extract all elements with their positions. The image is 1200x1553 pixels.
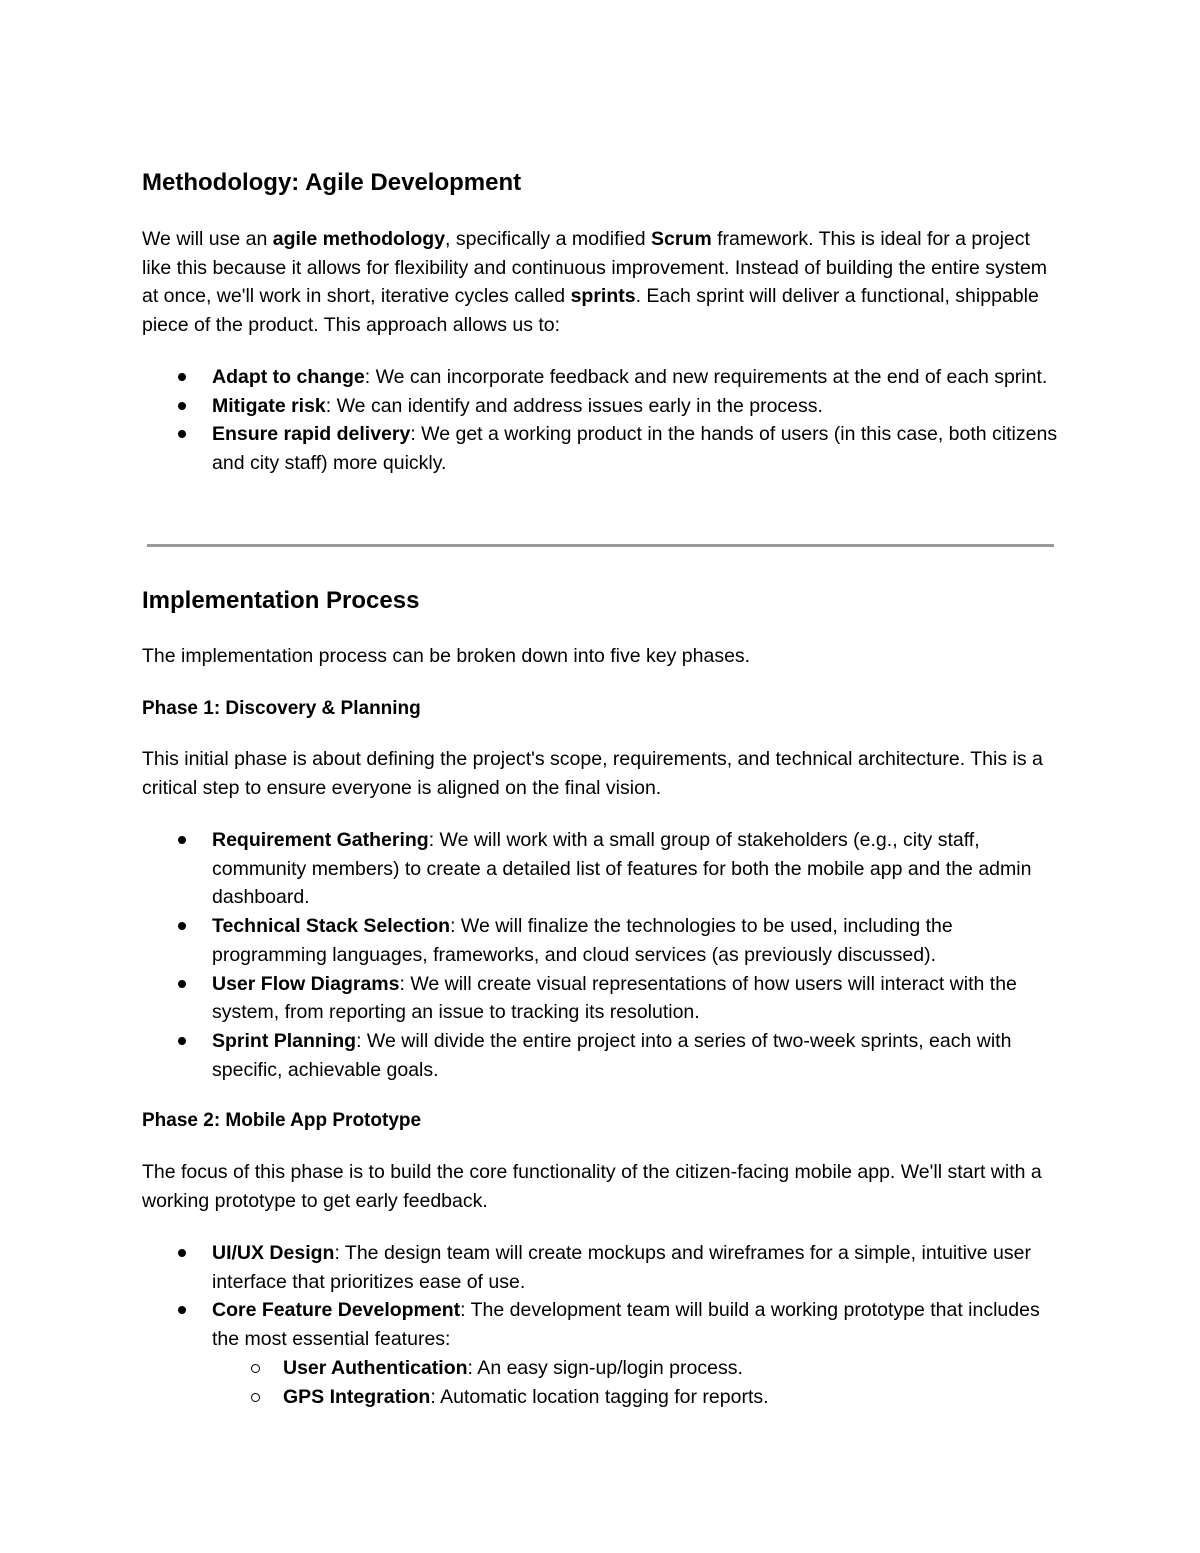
- bullet-circle-icon: [251, 1364, 260, 1373]
- intro-text: framework. This is ideal for a project like this because it allows for flexibility and continuous improvement. Instead of building the entire system at once, we'll work in short, iterative cycles called: [142, 228, 1048, 308]
- list-item-term: Sprint Planning: [212, 1029, 357, 1052]
- horizontal-divider: [147, 544, 1054, 547]
- bullet-circle-icon: [251, 1393, 260, 1402]
- list-item: [142, 970, 1058, 1027]
- phase1-heading: Phase 1: Discovery & Planning: [142, 698, 421, 719]
- bullet-dot-icon: [178, 980, 186, 988]
- list-item-term: UI/UX Design: [212, 1242, 335, 1264]
- list-item-term: Requirement Gathering: [212, 829, 429, 851]
- phase1-list: [142, 826, 1058, 1084]
- implementation-intro: The implementation process can be broken down into five key phases.: [142, 645, 751, 667]
- bullet-dot-icon: [178, 1037, 186, 1045]
- list-item: [142, 420, 1058, 477]
- list-item-text: : We can identify and address issues early in the process.: [325, 394, 823, 417]
- methodology-intro: [142, 225, 1058, 340]
- sub-list-item: [142, 1383, 1058, 1412]
- intro-text: . Each sprint will deliver a functional, shippable piece of the product. This approach allows us to:: [142, 285, 1039, 337]
- list-item: [142, 1296, 1058, 1353]
- sub-list-item: [142, 1354, 1058, 1383]
- bullet-dot-icon: [178, 373, 186, 381]
- list-item: [142, 912, 1058, 969]
- methodology-benefits-list: [142, 363, 1058, 478]
- phase2-intro: The focus of this phase is to build the core functionality of the citizen-facing mobile app. We'll start with a working prototype to get early feedback.: [142, 1161, 1042, 1212]
- list-item: [142, 1027, 1058, 1084]
- bullet-dot-icon: [178, 922, 186, 930]
- phase2-list: [142, 1239, 1058, 1411]
- list-item-text: : We will divide the entire project into a series of two-week sprints, each with specific, achievable goals.: [212, 1029, 1012, 1081]
- list-item-text: : The development team will build a working prototype that includes the most essential features:: [212, 1299, 1040, 1351]
- list-item: [142, 826, 1058, 912]
- list-item-term: User Flow Diagrams: [212, 972, 400, 995]
- list-item-text: : We will create visual representations of how users will interact with the system, from reporting an issue to tracking its resolution.: [212, 972, 1017, 1024]
- list-item-term: Technical Stack Selection: [212, 915, 451, 938]
- phase1-intro: This initial phase is about defining the project's scope, requirements, and technical architecture. This is a critical step to ensure everyone is aligned on the final vision.: [142, 748, 1043, 799]
- methodology-heading: Methodology: Agile Development: [142, 169, 522, 196]
- list-item-text: : The design team will create mockups and wireframes for a simple, intuitive user interface that prioritizes ease of use.: [212, 1242, 1031, 1293]
- list-item-term: Core Feature Development: [212, 1299, 461, 1322]
- list-item-term: GPS Integration: [283, 1385, 431, 1408]
- list-item-term: User Authentication: [283, 1356, 468, 1379]
- list-item-text: : We can incorporate feedback and new requirements at the end of each sprint.: [364, 366, 1048, 388]
- list-item-term: Mitigate risk: [212, 394, 326, 417]
- list-item-term: Adapt to change: [212, 366, 365, 388]
- intro-term-sprints: sprints: [570, 285, 636, 308]
- intro-term-agile: agile methodology: [272, 228, 446, 250]
- bullet-dot-icon: [178, 1306, 186, 1314]
- intro-term-scrum: Scrum: [650, 228, 712, 250]
- list-item: [142, 1239, 1058, 1296]
- bullet-dot-icon: [178, 836, 186, 844]
- list-item-text: : An easy sign-up/login process.: [467, 1356, 743, 1379]
- list-item: [142, 392, 1058, 421]
- bullet-dot-icon: [178, 402, 186, 410]
- intro-text: We will use an: [142, 228, 273, 250]
- list-item-term: Ensure rapid delivery: [212, 423, 411, 446]
- list-item-text: : We will finalize the technologies to be used, including the programming languages, frameworks, and cloud services (as previously discussed).: [212, 915, 953, 966]
- implementation-heading: Implementation Process: [142, 587, 420, 614]
- bullet-dot-icon: [178, 1249, 186, 1257]
- list-item: [142, 363, 1058, 392]
- list-item-text: : We get a working product in the hands of users (in this case, both citizens and city staff) more quickly.: [212, 423, 1058, 475]
- list-item-text: : We will work with a small group of stakeholders (e.g., city staff, community members) to create a detailed list of features for both the mobile app and the admin dashboard.: [212, 829, 1032, 909]
- intro-text: , specifically a modified: [445, 228, 651, 250]
- bullet-dot-icon: [178, 430, 186, 438]
- list-item-text: : Automatic location tagging for reports.: [430, 1385, 769, 1408]
- phase2-heading: Phase 2: Mobile App Prototype: [142, 1110, 422, 1131]
